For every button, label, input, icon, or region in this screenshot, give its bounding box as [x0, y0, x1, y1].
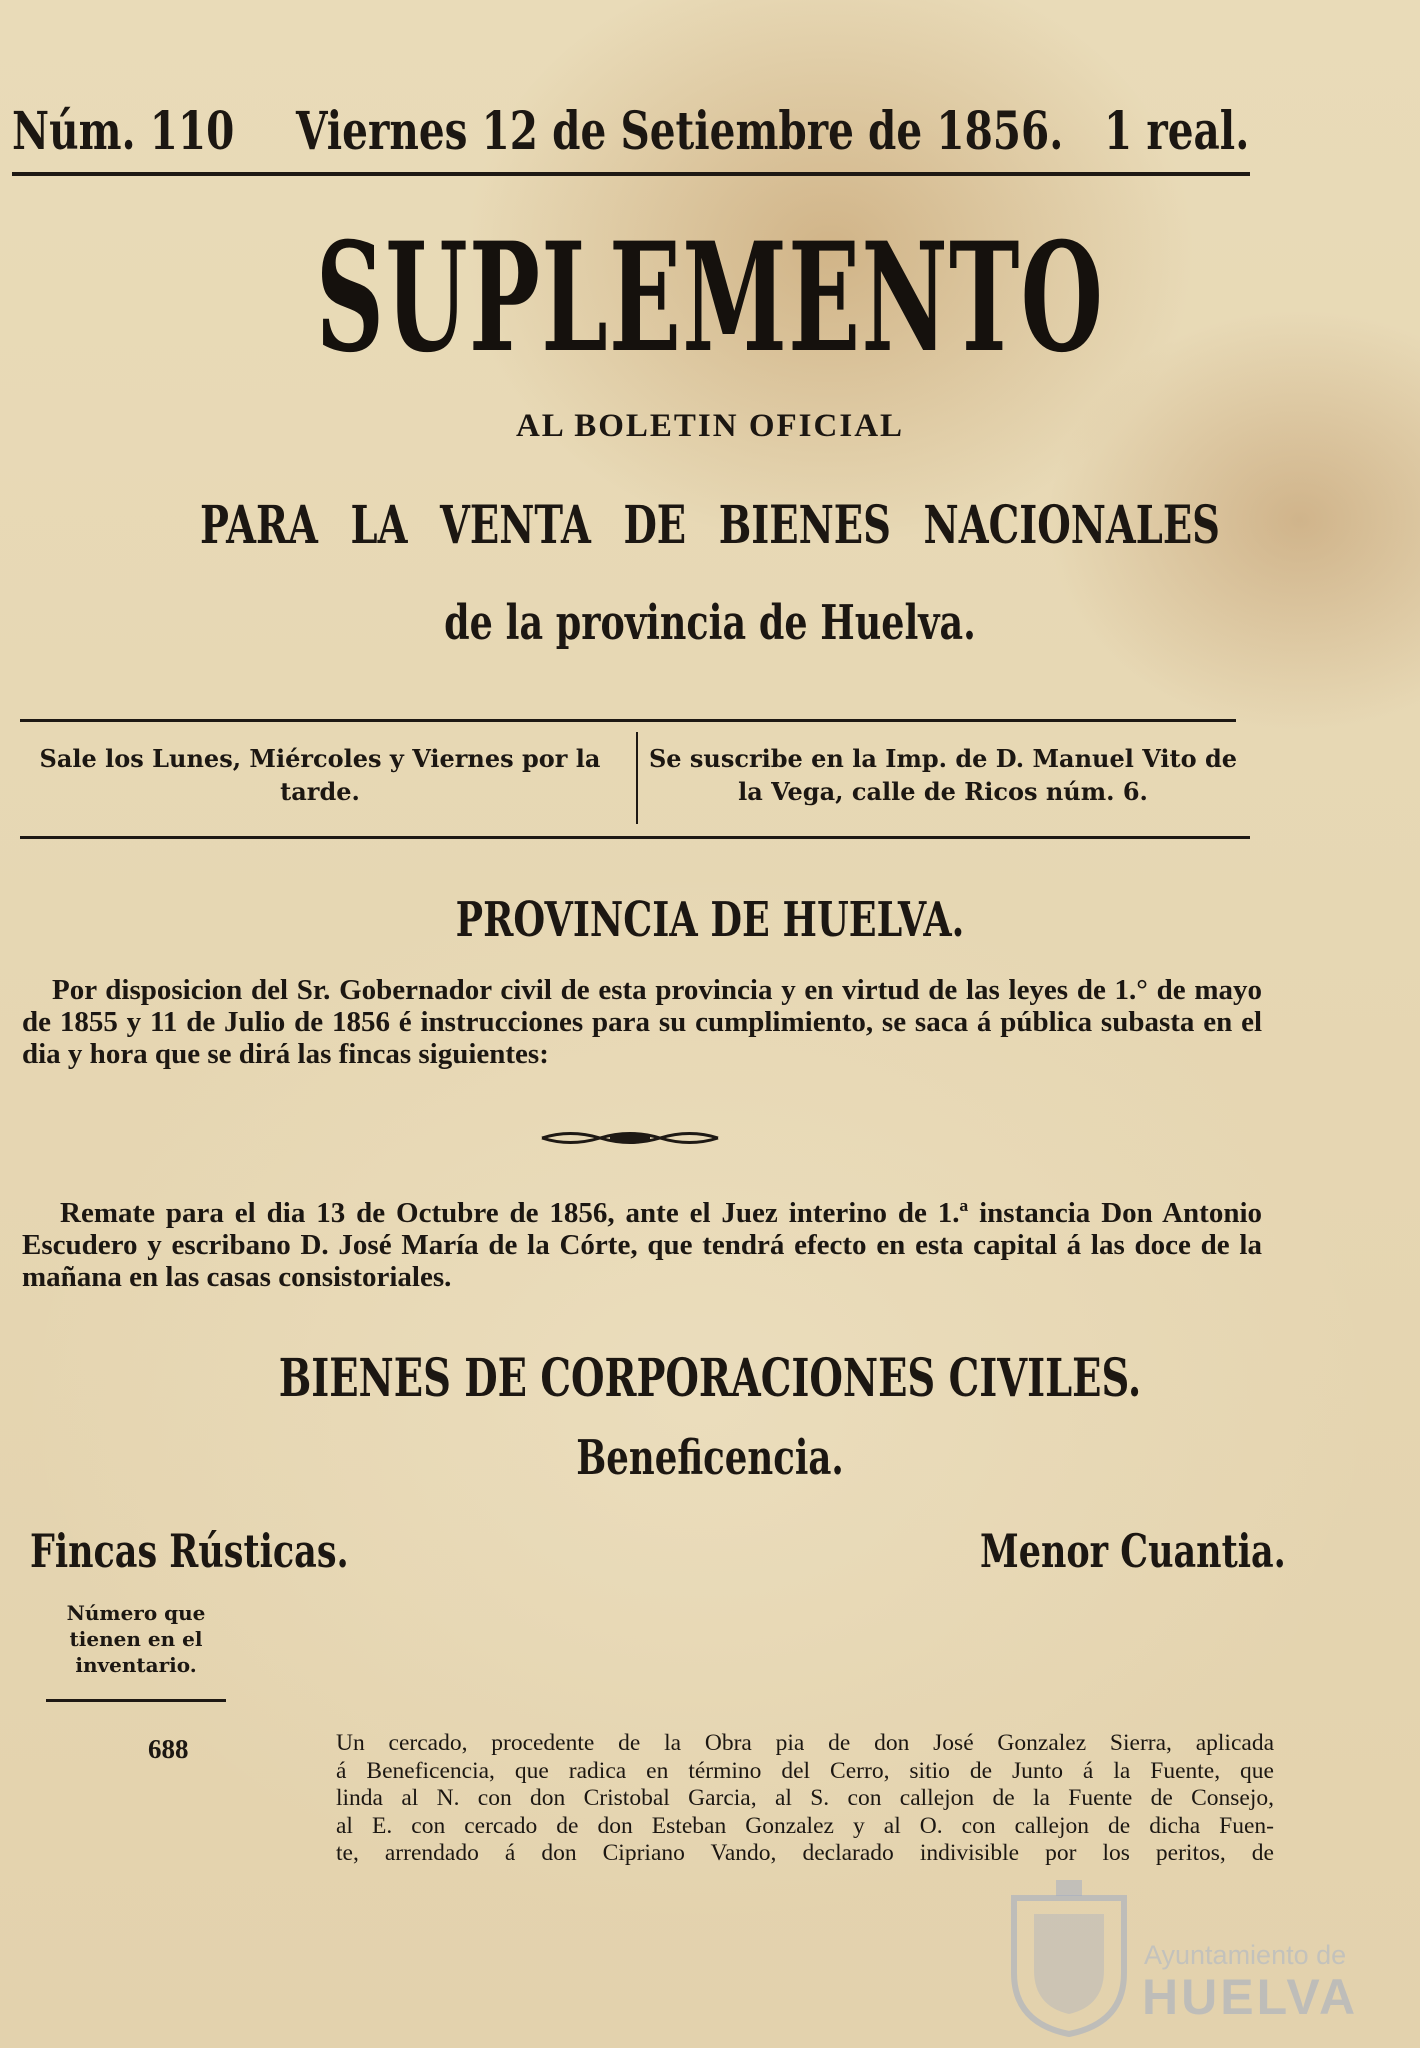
- item-line: á Beneficencia, que radica en término del Cerro, sitio de Junto á la Fuente, que: [336, 1757, 1274, 1784]
- title-line-2: PARA LA VENTA DE BIENES NACIONALES: [200, 495, 1220, 556]
- province-paragraph: Por disposicion del Sr. Gobernador civil de esta provincia y en virtud de las leyes de 1.° de mayo de 1855 y 11 de Julio de 1856 é instrucciones para su cumplimiento, se saca á pública subasta en el dia y hora que se dirá las fincas siguientes:: [22, 974, 1262, 1070]
- issue-price: 1 real.: [1104, 101, 1250, 162]
- item-line: al E. con cercado de don Esteban Gonzalez y al O. con callejon de dicha Fuen-: [336, 1812, 1274, 1839]
- watermark-line-2: HUELVA: [1142, 1969, 1359, 2025]
- fincas-label: Fincas Rústicas.: [30, 1524, 349, 1578]
- inventory-note: Número que tienen en el inventario.: [66, 1601, 206, 1677]
- item-line: Un cercado, procedente de la Obra pia de don José Gonzalez Sierra, aplicada: [336, 1730, 1274, 1756]
- item-line: te, arrendado á don Cipriano Vando, declarado indivisible por los peritos, de: [336, 1840, 1274, 1866]
- title-line-1: AL BOLETIN OFICIAL: [515, 408, 905, 444]
- masthead-rule: [12, 172, 1250, 176]
- item-description: [336, 1730, 1274, 1868]
- issue-number: Núm. 110: [12, 101, 235, 162]
- info-top-rule: [20, 719, 1236, 722]
- subscription-info: Se suscribe en la Imp. de D. Manuel Vito de la Vega, calle de Ricos núm. 6.: [648, 744, 1238, 806]
- title-line-3: de la provincia de Huelva.: [444, 595, 976, 651]
- cuantia-label: Menor Cuantia.: [980, 1524, 1286, 1578]
- ornament-divider: [540, 1128, 720, 1148]
- inventory-rule: [46, 1699, 226, 1702]
- info-bottom-rule: [20, 836, 1250, 839]
- section-heading: BIENES DE CORPORACIONES CIVILES.: [278, 1348, 1142, 1409]
- publication-schedule: Sale los Lunes, Miércoles y Viernes por la tarde.: [39, 744, 601, 806]
- province-heading: PROVINCIA DE HUELVA.: [455, 892, 965, 948]
- section-subheading: Beneficencia.: [576, 1430, 844, 1486]
- issue-date: Viernes 12 de Setiembre de 1856.: [296, 101, 1064, 162]
- remate-paragraph: Remate para el dia 13 de Octubre de 1856, ante el Juez interino de 1.ª instancia Don Antonio Escudero y escribano D. José María de la Córte, que tendrá efecto en esta capital á las doce de la mañana en las casas consistoriales.: [22, 1197, 1262, 1293]
- page-title: SUPLEMENTO: [315, 210, 1105, 386]
- info-divider: [636, 732, 638, 824]
- watermark-line-1: Ayuntamiento de: [1144, 1940, 1347, 1970]
- item-number: 688: [148, 1734, 189, 1764]
- item-line: linda al N. con don Cristobal Garcia, al S. con callejon de la Fuente de Consejo,: [336, 1785, 1274, 1811]
- city-seal-logo: [1004, 1878, 1134, 2038]
